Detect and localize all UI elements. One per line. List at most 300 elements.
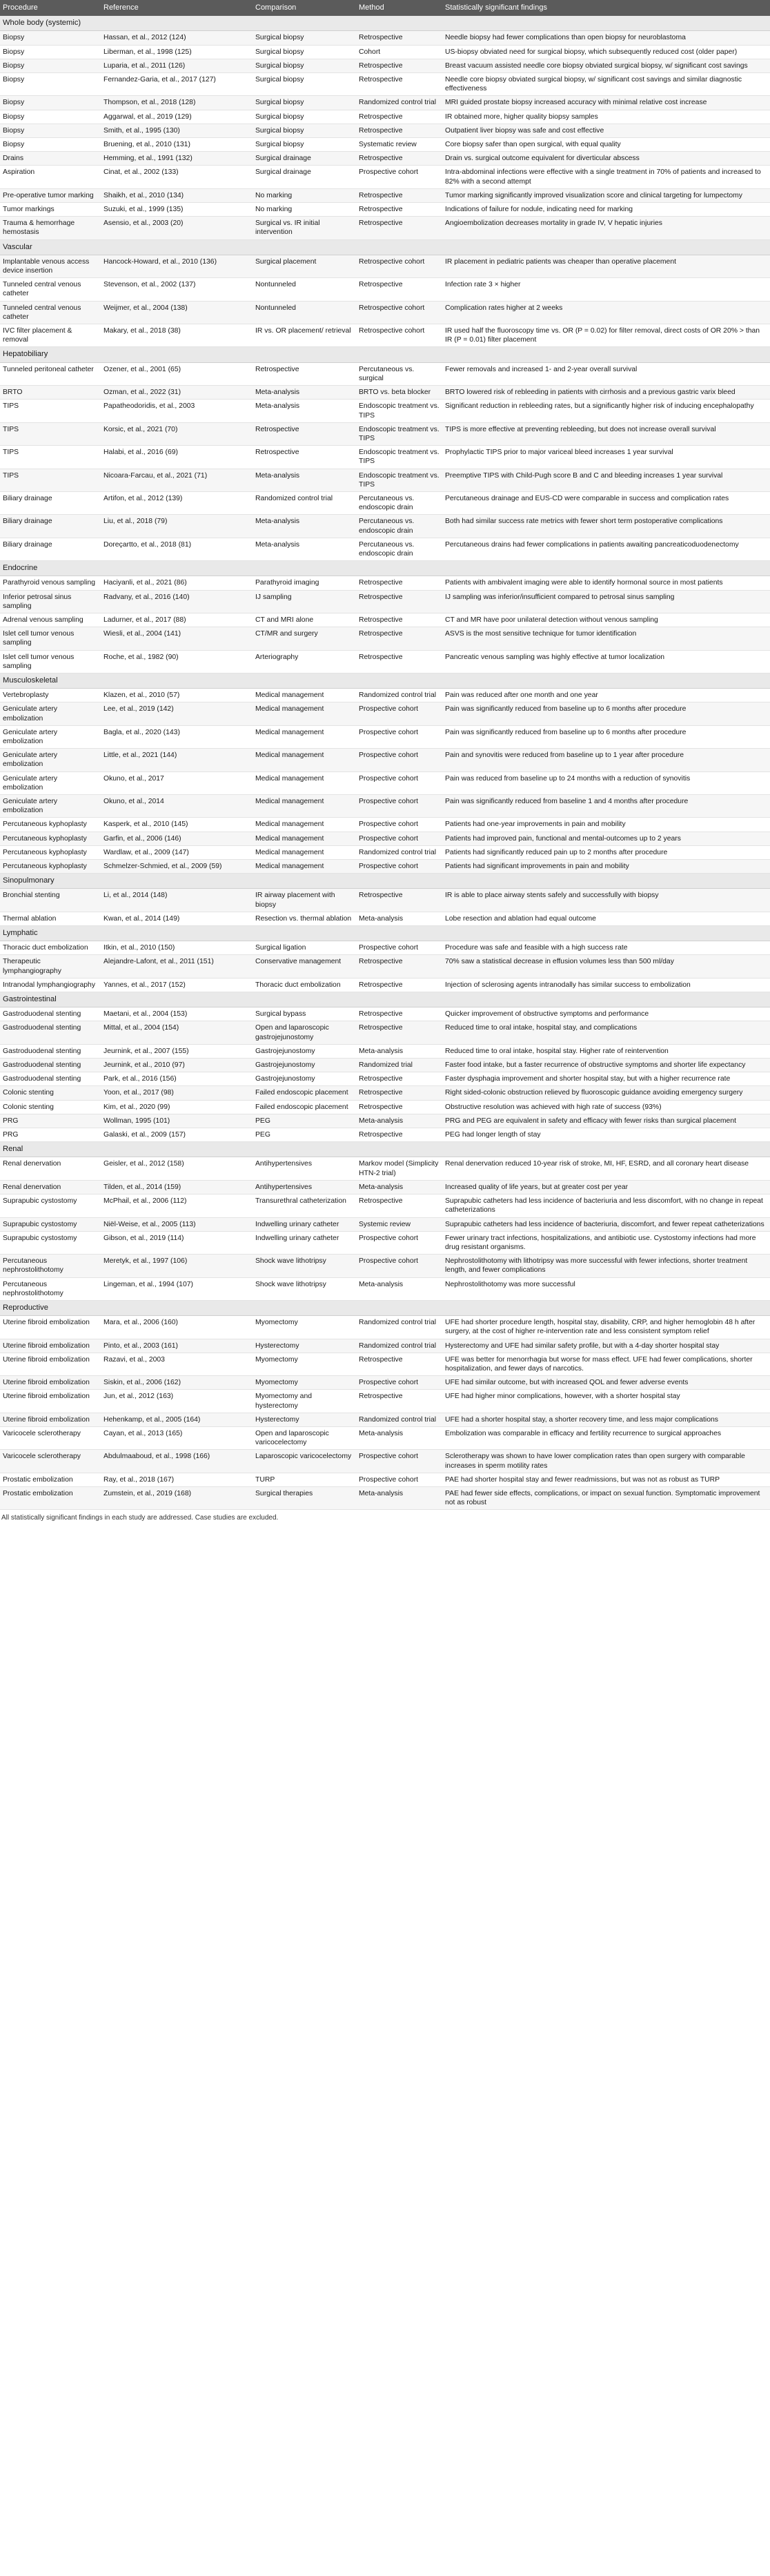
cell-reference: Wiesli, et al., 2004 (141) — [101, 627, 253, 650]
cell-comparison: Open and laparoscopic gastrojejunostomy — [253, 1021, 356, 1044]
cell-comparison: Meta-analysis — [253, 386, 356, 400]
cell-procedure: Intranodal lymphangiography — [0, 978, 101, 992]
cell-reference: Kwan, et al., 2014 (149) — [101, 912, 253, 925]
cell-reference: Radvany, et al., 2016 (140) — [101, 590, 253, 613]
cell-procedure: Gastroduodenal stenting — [0, 1021, 101, 1044]
cell-comparison: Surgical biopsy — [253, 110, 356, 124]
cell-reference: Park, et al., 2016 (156) — [101, 1072, 253, 1086]
table-row — [0, 1021, 770, 1044]
cell-method: Retrospective — [356, 590, 442, 613]
section-title: Reproductive — [0, 1300, 770, 1315]
cell-comparison: Surgical biopsy — [253, 31, 356, 45]
cell-findings: Hysterectomy and UFE had similar safety profile, but with a 4-day shorter hospital stay — [442, 1339, 770, 1353]
cell-method: Endoscopic treatment vs. TIPS — [356, 422, 442, 445]
cell-procedure: TIPS — [0, 400, 101, 422]
cell-method: Prospective cohort — [356, 1231, 442, 1254]
table-row — [0, 446, 770, 469]
cell-procedure: Therapeutic lymphangiography — [0, 955, 101, 978]
cell-findings: Patients had significantly reduced pain up to 2 months after procedure — [442, 845, 770, 859]
cell-method: Prospective cohort — [356, 702, 442, 725]
cell-method: Meta-analysis — [356, 912, 442, 925]
table-row — [0, 469, 770, 491]
cell-procedure: Percutaneous kyphoplasty — [0, 860, 101, 874]
cell-procedure: Biopsy — [0, 110, 101, 124]
cell-comparison: Open and laparoscopic varicocelectomy — [253, 1426, 356, 1449]
cell-comparison: Myomectomy — [253, 1353, 356, 1375]
cell-comparison: Transurethral catheterization — [253, 1194, 356, 1217]
section-title: Endocrine — [0, 561, 770, 576]
cell-procedure: Uterine fibroid embolization — [0, 1413, 101, 1426]
cell-reference: Weijmer, et al., 2004 (138) — [101, 301, 253, 324]
cell-comparison: IJ sampling — [253, 590, 356, 613]
table-row — [0, 96, 770, 110]
table-row — [0, 1128, 770, 1142]
cell-comparison: Meta-analysis — [253, 400, 356, 422]
cell-comparison: Parathyroid imaging — [253, 576, 356, 590]
column-header-comparison: Comparison — [253, 0, 356, 16]
cell-comparison: Surgical ligation — [253, 941, 356, 955]
table-row — [0, 203, 770, 217]
cell-comparison: Medical management — [253, 725, 356, 748]
cell-comparison: Retrospective — [253, 422, 356, 445]
cell-procedure: Geniculate artery embolization — [0, 725, 101, 748]
cell-reference: Shaikh, et al., 2010 (134) — [101, 188, 253, 202]
cell-findings: PEG had longer length of stay — [442, 1128, 770, 1142]
section-header-row — [0, 926, 770, 941]
cell-method: Retrospective — [356, 110, 442, 124]
cell-procedure: TIPS — [0, 422, 101, 445]
cell-findings: Percutaneous drains had fewer complications in patients awaiting pancreaticoduodenectomy — [442, 538, 770, 560]
column-header-findings: Statistically significant findings — [442, 0, 770, 16]
cell-comparison: Nontunneled — [253, 301, 356, 324]
header-row — [0, 0, 770, 16]
table-row — [0, 860, 770, 874]
table-row — [0, 152, 770, 166]
cell-procedure: Uterine fibroid embolization — [0, 1376, 101, 1390]
cell-findings: MRI guided prostate biopsy increased accuracy with minimal relative cost increase — [442, 96, 770, 110]
cell-reference: Hassan, et al., 2012 (124) — [101, 31, 253, 45]
cell-procedure: Prostatic embolization — [0, 1486, 101, 1509]
cell-method: Randomized control trial — [356, 1339, 442, 1353]
cell-findings: TIPS is more effective at preventing rebleeding, but does not increase overall survival — [442, 422, 770, 445]
cell-method: Retrospective — [356, 955, 442, 978]
cell-procedure: Gastroduodenal stenting — [0, 1044, 101, 1058]
column-header-procedure: Procedure — [0, 0, 101, 16]
cell-comparison: Surgical drainage — [253, 152, 356, 166]
cell-reference: Thompson, et al., 2018 (128) — [101, 96, 253, 110]
cell-procedure: Islet cell tumor venous sampling — [0, 627, 101, 650]
cell-comparison: Surgical biopsy — [253, 73, 356, 96]
cell-findings: Pain was significantly reduced from baseline 1 and 4 months after procedure — [442, 795, 770, 818]
cell-procedure: Suprapubic cystostomy — [0, 1231, 101, 1254]
cell-method: Endoscopic treatment vs. TIPS — [356, 446, 442, 469]
cell-procedure: Biopsy — [0, 96, 101, 110]
cell-method: Retrospective — [356, 1072, 442, 1086]
cell-comparison: No marking — [253, 203, 356, 217]
cell-method: Retrospective — [356, 278, 442, 301]
table-row — [0, 941, 770, 955]
cell-comparison: Antihypertensives — [253, 1180, 356, 1194]
cell-procedure: Tumor markings — [0, 203, 101, 217]
cell-reference: Halabi, et al., 2016 (69) — [101, 446, 253, 469]
cell-reference: Fernandez-Garia, et al., 2017 (127) — [101, 73, 253, 96]
cell-reference: Makary, et al., 2018 (38) — [101, 324, 253, 347]
cell-findings: Suprapubic catheters had less incidence of bacteriuria and less discomfort, with no change in repeat catheterizations — [442, 1194, 770, 1217]
cell-findings: PAE had shorter hospital stay and fewer readmissions, but was not as robust as TURP — [442, 1473, 770, 1486]
cell-reference: Lee, et al., 2019 (142) — [101, 702, 253, 725]
cell-method: Prospective cohort — [356, 1450, 442, 1473]
cell-reference: Wardlaw, et al., 2009 (147) — [101, 845, 253, 859]
cell-comparison: Surgical biopsy — [253, 138, 356, 152]
table-row — [0, 124, 770, 137]
cell-reference: Cinat, et al., 2002 (133) — [101, 166, 253, 188]
cell-procedure: Biopsy — [0, 138, 101, 152]
cell-findings: Pain was significantly reduced from baseline up to 6 months after procedure — [442, 725, 770, 748]
cell-method: Meta-analysis — [356, 1180, 442, 1194]
cell-reference: Little, et al., 2021 (144) — [101, 749, 253, 771]
table-row — [0, 749, 770, 771]
cell-comparison: Indwelling urinary catheter — [253, 1217, 356, 1231]
cell-procedure: Drains — [0, 152, 101, 166]
cell-procedure: Gastroduodenal stenting — [0, 1059, 101, 1072]
cell-reference: Liberman, et al., 1998 (125) — [101, 45, 253, 59]
cell-method: Retrospective — [356, 1194, 442, 1217]
table-row — [0, 1390, 770, 1413]
section-title: Renal — [0, 1142, 770, 1157]
cell-comparison: No marking — [253, 188, 356, 202]
cell-comparison: PEG — [253, 1114, 356, 1128]
cell-method: Endoscopic treatment vs. TIPS — [356, 400, 442, 422]
cell-comparison: Antihypertensives — [253, 1157, 356, 1180]
cell-findings: ASVS is the most sensitive technique for tumor identification — [442, 627, 770, 650]
cell-reference: Haciyanli, et al., 2021 (86) — [101, 576, 253, 590]
cell-findings: Angioembolization decreases mortality in grade IV, V hepatic injuries — [442, 217, 770, 239]
table-row — [0, 978, 770, 992]
cell-findings: BRTO lowered risk of rebleeding in patients with cirrhosis and a previous gastric varix bleed — [442, 386, 770, 400]
cell-procedure: Inferior petrosal sinus sampling — [0, 590, 101, 613]
cell-comparison: TURP — [253, 1473, 356, 1486]
cell-reference: Ozman, et al., 2022 (31) — [101, 386, 253, 400]
table-row — [0, 590, 770, 613]
table-row — [0, 1157, 770, 1180]
cell-findings: Fewer urinary tract infections, hospitalizations, and antibiotic use. Cystostomy infections had more drug resistant organisms. — [442, 1231, 770, 1254]
cell-findings: PAE had fewer side effects, complications, or impact on sexual function. Symptomatic improvement not as robust — [442, 1486, 770, 1509]
table-row — [0, 845, 770, 859]
cell-comparison: Medical management — [253, 845, 356, 859]
cell-comparison: Thoracic duct embolization — [253, 978, 356, 992]
cell-comparison: Myomectomy — [253, 1376, 356, 1390]
cell-procedure: Prostatic embolization — [0, 1473, 101, 1486]
table-row — [0, 1072, 770, 1086]
table-row — [0, 1316, 770, 1339]
cell-method: Retrospective — [356, 1100, 442, 1114]
cell-findings: Obstructive resolution was achieved with high rate of success (93%) — [442, 1100, 770, 1114]
cell-method: Systemic review — [356, 1217, 442, 1231]
section-title: Whole body (systemic) — [0, 16, 770, 31]
cell-reference: Ladurner, et al., 2017 (88) — [101, 613, 253, 627]
cell-procedure: Colonic stenting — [0, 1086, 101, 1100]
cell-procedure: Percutaneous kyphoplasty — [0, 845, 101, 859]
cell-findings: Reduced time to oral intake, hospital stay. Higher rate of reintervention — [442, 1044, 770, 1058]
cell-comparison: Surgical biopsy — [253, 45, 356, 59]
cell-procedure: Biliary drainage — [0, 538, 101, 560]
table-row — [0, 1353, 770, 1375]
table-row — [0, 1114, 770, 1128]
cell-comparison: Hysterectomy — [253, 1339, 356, 1353]
cell-method: Retrospective — [356, 188, 442, 202]
cell-findings: Infection rate 3 × higher — [442, 278, 770, 301]
cell-reference: Okuno, et al., 2014 — [101, 795, 253, 818]
cell-method: Prospective cohort — [356, 1473, 442, 1486]
cell-reference: Geisler, et al., 2012 (158) — [101, 1157, 253, 1180]
cell-procedure: Geniculate artery embolization — [0, 702, 101, 725]
cell-procedure: Vertebroplasty — [0, 689, 101, 702]
cell-reference: Meretyk, et al., 1997 (106) — [101, 1255, 253, 1277]
cell-findings: Reduced time to oral intake, hospital stay, and complications — [442, 1021, 770, 1044]
table-row — [0, 1059, 770, 1072]
cell-findings: UFE had a shorter hospital stay, a shorter recovery time, and less major complications — [442, 1413, 770, 1426]
cell-procedure: Tunneled central venous catheter — [0, 301, 101, 324]
section-title: Hepatobiliary — [0, 347, 770, 362]
cell-findings: Right sided-colonic obstruction relieved by fluoroscopic guidance avoiding emergency surgery — [442, 1086, 770, 1100]
cell-procedure: Geniculate artery embolization — [0, 795, 101, 818]
cell-findings: Complication rates higher at 2 weeks — [442, 301, 770, 324]
cell-reference: Cayan, et al., 2013 (165) — [101, 1426, 253, 1449]
cell-method: Randomized control trial — [356, 96, 442, 110]
cell-findings: IR placement in pediatric patients was cheaper than operative placement — [442, 255, 770, 277]
cell-method: Percutaneous vs. endoscopic drain — [356, 515, 442, 538]
table-row — [0, 1180, 770, 1194]
cell-reference: Liu, et al., 2018 (79) — [101, 515, 253, 538]
cell-comparison: Shock wave lithotripsy — [253, 1255, 356, 1277]
cell-procedure: Uterine fibroid embolization — [0, 1353, 101, 1375]
cell-method: Cohort — [356, 45, 442, 59]
cell-comparison: Medical management — [253, 832, 356, 845]
cell-comparison: Medical management — [253, 795, 356, 818]
cell-reference: Roche, et al., 1982 (90) — [101, 650, 253, 673]
table-row — [0, 188, 770, 202]
table-row — [0, 1100, 770, 1114]
cell-method: Randomized control trial — [356, 845, 442, 859]
cell-comparison: Surgical biopsy — [253, 96, 356, 110]
table-row — [0, 702, 770, 725]
cell-findings: Needle biopsy had fewer complications than open biopsy for neuroblastoma — [442, 31, 770, 45]
cell-procedure: Uterine fibroid embolization — [0, 1316, 101, 1339]
cell-comparison: Surgical placement — [253, 255, 356, 277]
cell-method: Meta-analysis — [356, 1277, 442, 1300]
cell-findings: Core biopsy safer than open surgical, with equal quality — [442, 138, 770, 152]
cell-comparison: Medical management — [253, 702, 356, 725]
table-row — [0, 955, 770, 978]
cell-comparison: Meta-analysis — [253, 515, 356, 538]
cell-method: Retrospective — [356, 978, 442, 992]
cell-procedure: Uterine fibroid embolization — [0, 1339, 101, 1353]
section-title: Gastrointestinal — [0, 992, 770, 1007]
cell-reference: Maetani, et al., 2004 (153) — [101, 1007, 253, 1021]
cell-method: Retrospective — [356, 613, 442, 627]
cell-method: Retrospective — [356, 31, 442, 45]
section-title: Vascular — [0, 239, 770, 255]
table-row — [0, 491, 770, 514]
cell-findings: Faster food intake, but a faster recurrence of obstructive symptoms and shorter life expectancy — [442, 1059, 770, 1072]
table-row — [0, 422, 770, 445]
section-header-row — [0, 874, 770, 889]
cell-comparison: Surgical vs. IR initial intervention — [253, 217, 356, 239]
table-row — [0, 1044, 770, 1058]
cell-procedure: Varicocele sclerotherapy — [0, 1450, 101, 1473]
section-header-row — [0, 992, 770, 1007]
cell-procedure: TIPS — [0, 446, 101, 469]
cell-reference: Doreçartto, et al., 2018 (81) — [101, 538, 253, 560]
section-header-row — [0, 561, 770, 576]
cell-reference: Jeurnink, et al., 2007 (155) — [101, 1044, 253, 1058]
cell-comparison: Conservative management — [253, 955, 356, 978]
cell-comparison: Arteriography — [253, 650, 356, 673]
table-row — [0, 217, 770, 239]
cell-reference: Mittal, et al., 2004 (154) — [101, 1021, 253, 1044]
cell-reference: Nicoara-Farcau, et al., 2021 (71) — [101, 469, 253, 491]
cell-reference: Wollman, 1995 (101) — [101, 1114, 253, 1128]
cell-comparison: Gastrojejunostomy — [253, 1072, 356, 1086]
cell-reference: Tilden, et al., 2014 (159) — [101, 1180, 253, 1194]
cell-method: Markov model (Simplicity HTN-2 trial) — [356, 1157, 442, 1180]
cell-procedure: Biliary drainage — [0, 515, 101, 538]
cell-reference: Razavi, et al., 2003 — [101, 1353, 253, 1375]
cell-findings: Indications of failure for nodule, indicating need for marking — [442, 203, 770, 217]
table-row — [0, 110, 770, 124]
table-row — [0, 1217, 770, 1231]
table-row — [0, 1255, 770, 1277]
table-row — [0, 138, 770, 152]
cell-procedure: Biopsy — [0, 31, 101, 45]
cell-method: Retrospective — [356, 217, 442, 239]
cell-reference: Okuno, et al., 2017 — [101, 771, 253, 794]
cell-method: Prospective cohort — [356, 1376, 442, 1390]
cell-reference: Jun, et al., 2012 (163) — [101, 1390, 253, 1413]
cell-procedure: Colonic stenting — [0, 1100, 101, 1114]
cell-procedure: Percutaneous nephrostolithotomy — [0, 1277, 101, 1300]
table-row — [0, 771, 770, 794]
table-row — [0, 627, 770, 650]
cell-findings: Embolization was comparable in efficacy and fertility recurrence to surgical approaches — [442, 1426, 770, 1449]
cell-procedure: Geniculate artery embolization — [0, 749, 101, 771]
cell-reference: Jeurnink, et al., 2010 (97) — [101, 1059, 253, 1072]
cell-method: Systematic review — [356, 138, 442, 152]
cell-comparison: IR vs. OR placement/ retrieval — [253, 324, 356, 347]
table-row — [0, 400, 770, 422]
cell-reference: Niël-Weise, et al., 2005 (113) — [101, 1217, 253, 1231]
cell-procedure: Renal denervation — [0, 1157, 101, 1180]
table-row — [0, 1473, 770, 1486]
cell-procedure: Gastroduodenal stenting — [0, 1007, 101, 1021]
cell-comparison: Gastrojejunostomy — [253, 1059, 356, 1072]
table-row — [0, 1086, 770, 1100]
table-row — [0, 576, 770, 590]
cell-findings: Pain and synovitis were reduced from baseline up to 1 year after procedure — [442, 749, 770, 771]
section-title: Musculoskeletal — [0, 673, 770, 688]
cell-findings: Renal denervation reduced 10-year risk of stroke, MI, HF, ESRD, and all coronary heart disease — [442, 1157, 770, 1180]
table-row — [0, 45, 770, 59]
cell-reference: Lingeman, et al., 1994 (107) — [101, 1277, 253, 1300]
cell-reference: Korsic, et al., 2021 (70) — [101, 422, 253, 445]
column-header-method: Method — [356, 0, 442, 16]
cell-procedure: Trauma & hemorrhage hemostasis — [0, 217, 101, 239]
table-row — [0, 1277, 770, 1300]
cell-method: Retrospective — [356, 627, 442, 650]
table-row — [0, 386, 770, 400]
cell-method: Prospective cohort — [356, 725, 442, 748]
section-header-row — [0, 1300, 770, 1315]
table-row — [0, 73, 770, 96]
cell-method: Percutaneous vs. surgical — [356, 362, 442, 385]
cell-method: Retrospective — [356, 650, 442, 673]
cell-findings: Pain was reduced from baseline up to 24 months with a reduction of synovitis — [442, 771, 770, 794]
cell-procedure: Bronchial stenting — [0, 889, 101, 912]
table-footnote: All statistically significant findings in each study are addressed. Case studies are excluded. — [1, 1514, 279, 1522]
cell-procedure: PRG — [0, 1114, 101, 1128]
cell-method: Retrospective — [356, 73, 442, 96]
table-row — [0, 1376, 770, 1390]
cell-method: Retrospective — [356, 152, 442, 166]
cell-comparison: Myomectomy and hysterectomy — [253, 1390, 356, 1413]
cell-method: Retrospective — [356, 889, 442, 912]
table-row — [0, 324, 770, 347]
cell-findings: Patients had improved pain, functional and mental-outcomes up to 2 years — [442, 832, 770, 845]
table-row — [0, 832, 770, 845]
table-row — [0, 889, 770, 912]
cell-findings: UFE had shorter procedure length, hospital stay, disability, CRP, and higher hemoglobin 48 h after surgery, at the cost of higher re-intervention rate and less consistent symptom relief — [442, 1316, 770, 1339]
cell-method: Meta-analysis — [356, 1114, 442, 1128]
cell-procedure: Biopsy — [0, 59, 101, 72]
cell-method: Retrospective — [356, 1021, 442, 1044]
cell-findings: Sclerotherapy was shown to have lower complication rates than open surgery with comparable increases in sperm motility rates — [442, 1450, 770, 1473]
cell-findings: Injection of sclerosing agents intranodally has similar success to embolization — [442, 978, 770, 992]
table-row — [0, 1339, 770, 1353]
cell-comparison: Surgical biopsy — [253, 124, 356, 137]
cell-method: BRTO vs. beta blocker — [356, 386, 442, 400]
cell-reference: Alejandre-Lafont, et al., 2011 (151) — [101, 955, 253, 978]
cell-findings: Pain was reduced after one month and one year — [442, 689, 770, 702]
cell-method: Retrospective — [356, 1353, 442, 1375]
cell-method: Randomized control trial — [356, 1316, 442, 1339]
cell-method: Prospective cohort — [356, 818, 442, 832]
section-title: Sinopulmonary — [0, 874, 770, 889]
cell-method: Retrospective — [356, 576, 442, 590]
cell-comparison: Medical management — [253, 818, 356, 832]
cell-procedure: Parathyroid venous sampling — [0, 576, 101, 590]
table-row — [0, 301, 770, 324]
cell-method: Retrospective — [356, 1128, 442, 1142]
cell-method: Retrospective — [356, 1086, 442, 1100]
cell-comparison: Randomized control trial — [253, 491, 356, 514]
cell-comparison: Indwelling urinary catheter — [253, 1231, 356, 1254]
cell-method: Prospective cohort — [356, 166, 442, 188]
cell-method: Retrospective cohort — [356, 255, 442, 277]
cell-procedure: Uterine fibroid embolization — [0, 1390, 101, 1413]
cell-findings: Prophylactic TIPS prior to major variceal bleed increases 1 year survival — [442, 446, 770, 469]
table-body — [0, 16, 770, 1510]
cell-procedure: BRTO — [0, 386, 101, 400]
cell-procedure: Implantable venous access device insertion — [0, 255, 101, 277]
table-row — [0, 515, 770, 538]
cell-reference: Smith, et al., 1995 (130) — [101, 124, 253, 137]
cell-comparison: Surgical bypass — [253, 1007, 356, 1021]
cell-method: Retrospective — [356, 59, 442, 72]
section-header-row — [0, 673, 770, 688]
cell-findings: Fewer removals and increased 1- and 2-year overall survival — [442, 362, 770, 385]
cell-comparison: Meta-analysis — [253, 469, 356, 491]
table-row — [0, 1426, 770, 1449]
